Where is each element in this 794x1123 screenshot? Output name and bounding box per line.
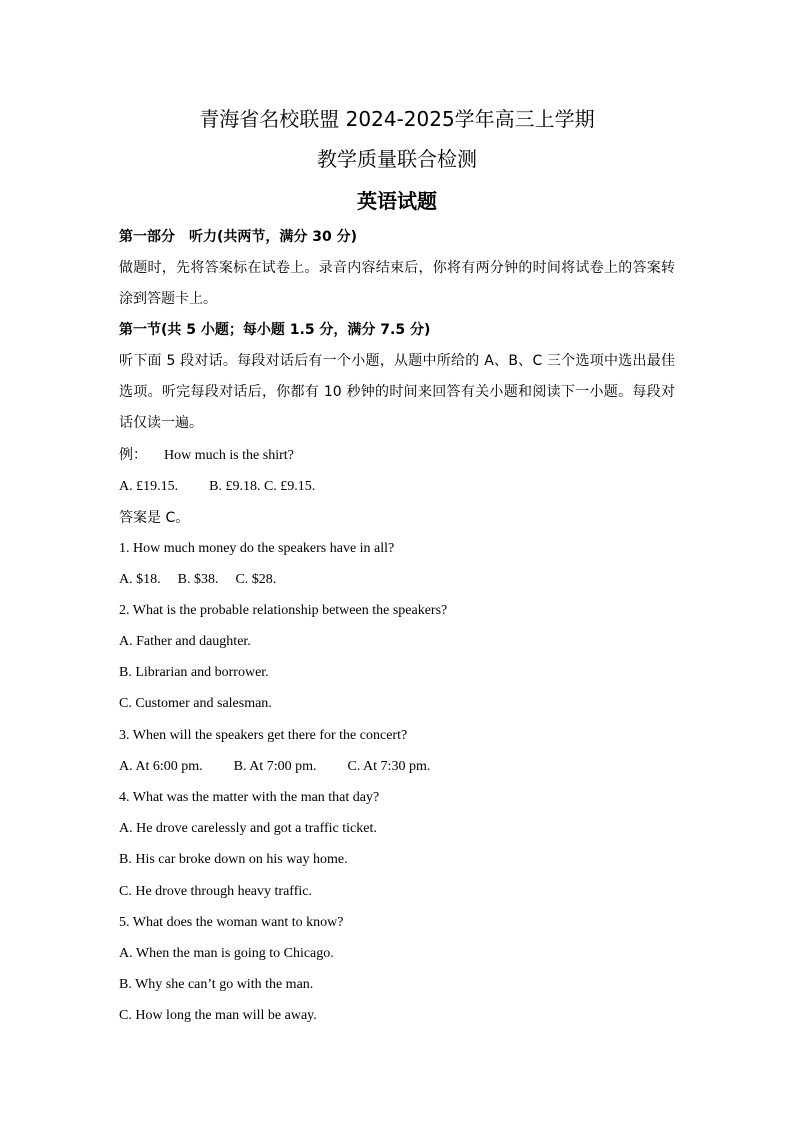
question-1-option-b: B. $38. (177, 572, 219, 587)
example-options-row (119, 477, 315, 497)
question-5-option-c: C. How long the man will be away. (119, 1008, 317, 1023)
exam-title-line2: 教学质量联合检测 (317, 147, 477, 171)
example-option-b: B. £9.18. (209, 479, 261, 494)
question-5: 5. What does the woman want to know? (119, 915, 344, 930)
question-3-options-row (119, 757, 430, 777)
example-answer: 答案是 C。 (119, 510, 190, 526)
question-1-option-c: C. $28. (235, 572, 277, 587)
example-option-c: C. £9.15. (263, 479, 316, 494)
section1-heading: 第一节(共 5 小题；每小题 1.5 分，满分 7.5 分) (119, 322, 431, 338)
example-option-a: A. £19.15. (119, 479, 179, 494)
question-4: 4. What was the matter with the man that day? (119, 790, 380, 805)
exam-subject-title: 英语试题 (357, 189, 437, 213)
exam-title-line1: 青海省名校联盟 2024-2025学年高三上学期 (199, 107, 595, 131)
question-1-option-a: A. $18. (119, 572, 161, 587)
question-2-option-c: C. Customer and salesman. (119, 696, 272, 711)
question-3-option-c: C. At 7:30 pm. (347, 759, 431, 774)
part1-heading: 第一部分 听力(共两节，满分 30 分) (119, 229, 358, 245)
question-4-option-a: A. He drove carelessly and got a traffic ticket. (119, 821, 377, 836)
question-5-option-a: A. When the man is going to Chicago. (119, 946, 334, 961)
example-label: 例： (119, 447, 147, 463)
question-2-option-b: B. Librarian and borrower. (119, 665, 269, 680)
example-question: How much is the shirt? (164, 448, 294, 463)
question-3-option-a: A. At 6:00 pm. (119, 759, 203, 774)
question-1-options-row (119, 570, 276, 590)
part1-instructions: 做题时，先将答案标在试卷上。录音内容结束后，你将有两分钟的时间将试卷上的答案转涂到答题卡上。 (119, 260, 675, 307)
question-5-option-b: B. Why she can’t go with the man. (119, 977, 314, 992)
example-question-row (119, 445, 294, 466)
question-2: 2. What is the probable relationship between the speakers? (119, 603, 448, 618)
section1-instructions: 听下面 5 段对话。每段对话后有一个小题，从题中所给的 A、B、C 三个选项中选出最佳选项。听完每段对话后，你都有 10 秒钟的时间来回答有关小题和阅读下一小题。每段对话仅读一遍。 (119, 353, 675, 431)
question-2-option-a: A. Father and daughter. (119, 634, 251, 649)
question-1: 1. How much money do the speakers have in all? (119, 541, 395, 556)
question-4-option-c: C. He drove through heavy traffic. (119, 884, 312, 899)
question-4-option-b: B. His car broke down on his way home. (119, 852, 348, 867)
question-3-option-b: B. At 7:00 pm. (233, 759, 317, 774)
question-3: 3. When will the speakers get there for the concert? (119, 728, 408, 743)
